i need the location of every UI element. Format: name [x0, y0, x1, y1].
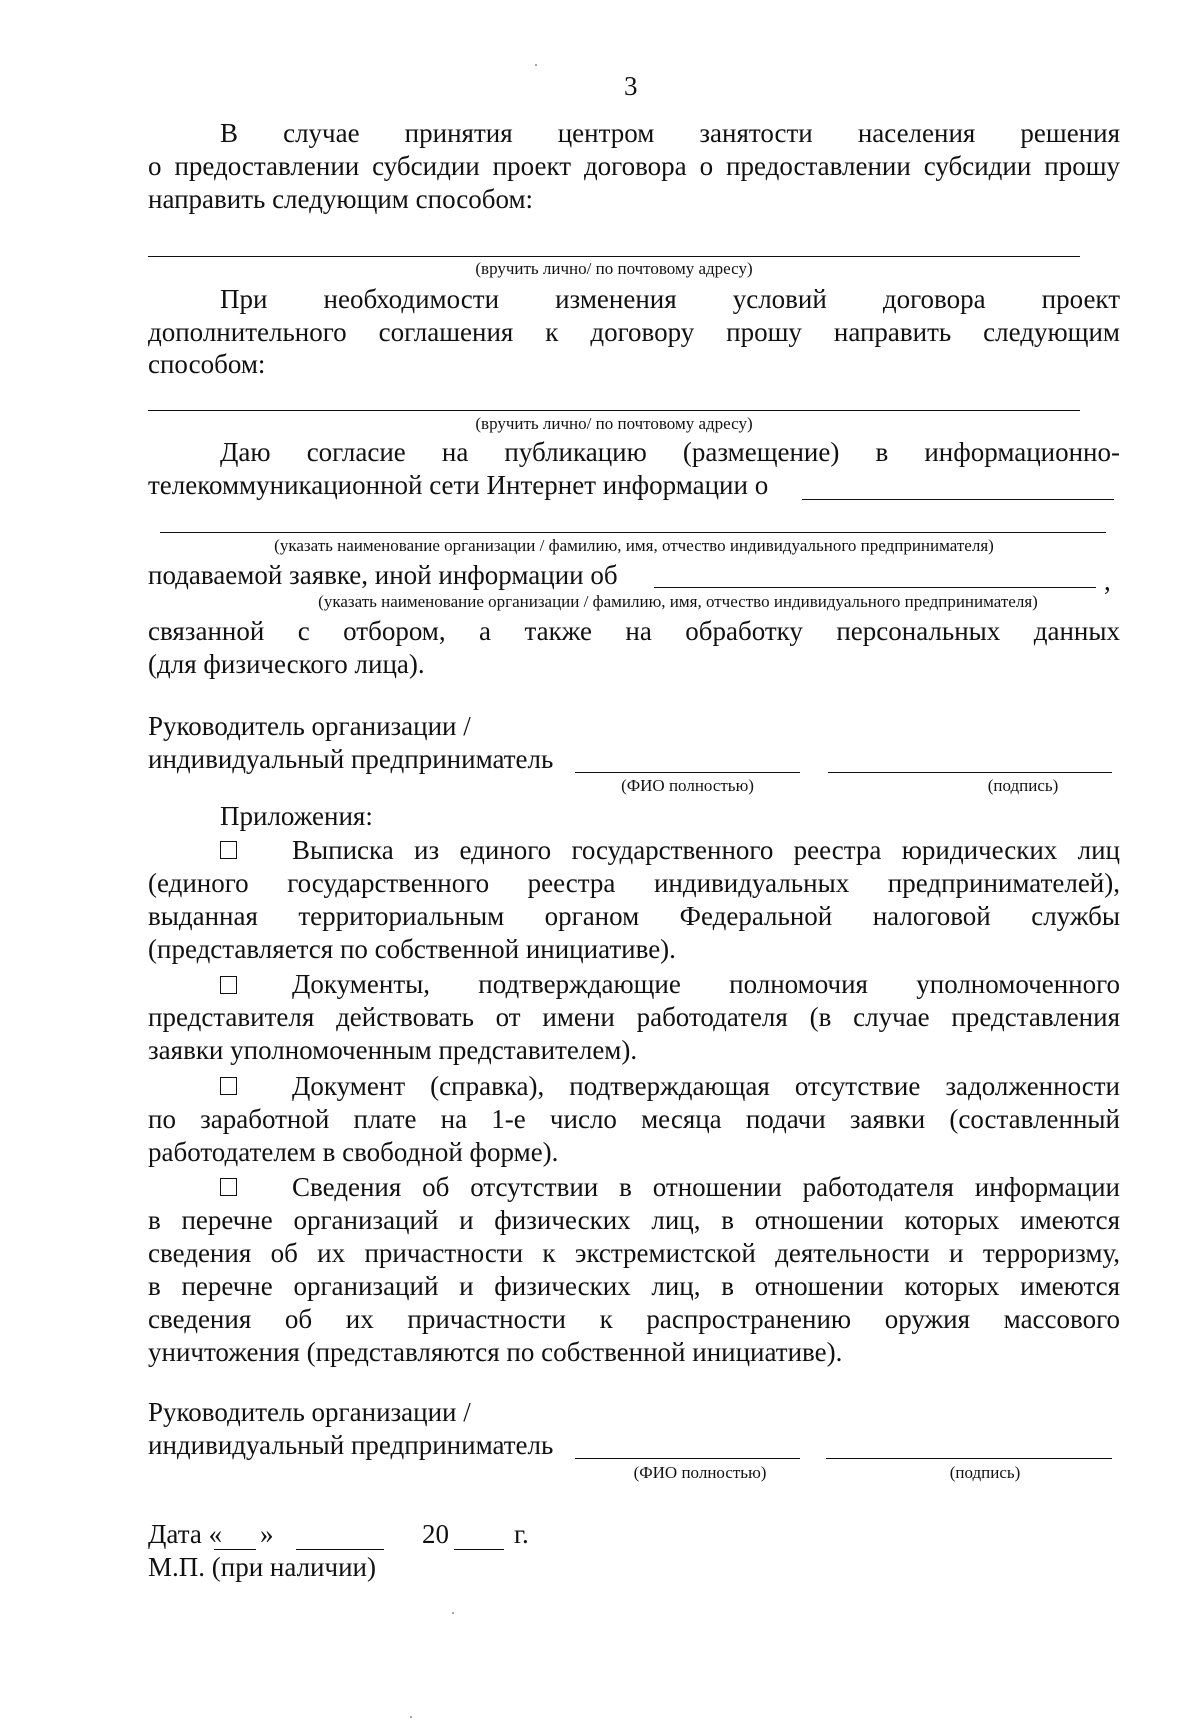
attachment-4-checkbox[interactable] — [220, 1178, 237, 1196]
consent-line-3: подаваемой заявке, иной информации об — [148, 560, 618, 590]
date-year-suffix: г. — [514, 1519, 529, 1549]
delivery-line-3: направить следующим способом: — [148, 184, 534, 214]
scan-speck — [452, 1612, 454, 1614]
amendment-method-field[interactable] — [148, 410, 1080, 411]
scan-speck — [535, 64, 537, 66]
amendment-line-1: При необходимости изменения условий договора проект — [220, 284, 1120, 314]
stamp-note: М.П. (при наличии) — [148, 1552, 376, 1582]
signature2-sign-field[interactable] — [826, 1458, 1112, 1459]
attachment-1-line-4: (представляется по собственной инициативе). — [148, 934, 676, 964]
attachment-1-line-2: (единого государственного реестра индивидуальных предпринимателей), — [148, 868, 1120, 898]
signature2-sign-hint: (подпись) — [949, 1463, 1021, 1482]
amendment-line-2: дополнительного соглашения к договору прошу направить следующим — [148, 317, 1120, 347]
signature2-fio-hint: (ФИО полностью) — [633, 1463, 767, 1482]
date-century: 20 — [422, 1519, 449, 1549]
date-quote-close: » — [260, 1519, 274, 1549]
signature1-sign-hint: (подпись) — [987, 776, 1059, 795]
signature1-title: Руководитель организации / — [148, 711, 471, 741]
consent-org-hint-1: (указать наименование организации / фамилию, имя, отчество индивидуального предпринимателя) — [274, 536, 994, 555]
signature2-role: индивидуальный предприниматель — [148, 1430, 554, 1460]
signature1-fio-field[interactable] — [575, 772, 800, 773]
attachment-2-line-1: Документы, подтверждающие полномочия уполномоченного — [292, 969, 1120, 999]
scan-speck — [410, 1716, 412, 1718]
attachment-4-line-4: в перечне организаций и физических лиц, в отношении которых имеются — [148, 1271, 1120, 1301]
delivery-method-hint: (вручить лично/ по почтовому адресу) — [475, 259, 753, 278]
consent-line-4: связанной с отбором, а также на обработку персональных данных — [148, 616, 1120, 646]
attachment-4-line-6: уничтожения (представляются по собственной инициативе). — [148, 1337, 843, 1367]
attachment-2-line-2: представителя действовать от имени работодателя (в случае представления — [148, 1002, 1120, 1032]
consent-org-hint-2: (указать наименование организации / фамилию, имя, отчество индивидуального предпринимателя) — [318, 592, 1038, 611]
attachment-4-line-1: Сведения об отсутствии в отношении работодателя информации — [292, 1172, 1120, 1202]
signature2-title: Руководитель организации / — [148, 1397, 471, 1427]
attachment-2-checkbox[interactable] — [220, 976, 237, 994]
delivery-line-2: о предоставлении субсидии проект договора о предоставлении субсидии прошу — [148, 151, 1120, 181]
consent-line-2: телекоммуникационной сети Интернет информации о — [148, 470, 769, 500]
attachment-4-line-2: в перечне организаций и физических лиц, в отношении которых имеются — [148, 1205, 1120, 1235]
attachments-heading: Приложения: — [220, 801, 373, 831]
consent-line-1: Даю согласие на публикацию (размещение) в информационно- — [220, 437, 1120, 467]
delivery-method-field[interactable] — [148, 256, 1080, 257]
consent-line-5: (для физического лица). — [148, 649, 425, 679]
date-line — [148, 1518, 529, 1551]
date-label: Дата « — [148, 1519, 223, 1549]
attachment-3-line-1: Документ (справка), подтверждающая отсутствие задолженности — [292, 1071, 1120, 1101]
attachment-1-line-3: выданная территориальным органом Федеральной налоговой службы — [148, 901, 1120, 931]
consent-info-field-a[interactable] — [802, 499, 1114, 500]
attachment-1-line-1: Выписка из единого государственного реестра юридических лиц — [292, 835, 1120, 865]
consent-comma: , — [1104, 566, 1111, 596]
date-year-field[interactable] — [454, 1549, 504, 1550]
consent-info-field-b[interactable] — [160, 532, 1106, 533]
signature1-sign-field[interactable] — [828, 772, 1112, 773]
date-month-field[interactable] — [296, 1549, 384, 1550]
delivery-line-1: В случае принятия центром занятости населения решения — [220, 118, 1120, 148]
attachment-3-line-3: работодателем в свободной форме). — [148, 1137, 559, 1167]
date-day-field[interactable] — [214, 1549, 256, 1550]
attachment-3-checkbox[interactable] — [220, 1077, 237, 1095]
attachment-1-checkbox[interactable] — [220, 841, 237, 859]
attachment-4-line-3: сведения об их причастности к экстремистской деятельности и терроризму, — [148, 1238, 1120, 1268]
page-number: 3 — [624, 71, 638, 101]
signature1-fio-hint: (ФИО полностью) — [621, 776, 754, 795]
amendment-method-hint: (вручить лично/ по почтовому адресу) — [475, 414, 753, 433]
consent-other-info-field[interactable] — [654, 587, 1096, 588]
attachment-2-line-3: заявки уполномоченным представителем). — [148, 1035, 638, 1065]
attachment-4-line-5: сведения об их причастности к распространению оружия массового — [148, 1304, 1120, 1334]
amendment-line-3: способом: — [148, 349, 266, 379]
attachment-3-line-2: по заработной плате на 1-е число месяца подачи заявки (составленный — [148, 1104, 1120, 1134]
signature2-fio-field[interactable] — [575, 1458, 800, 1459]
signature1-role: индивидуальный предприниматель — [148, 744, 554, 774]
